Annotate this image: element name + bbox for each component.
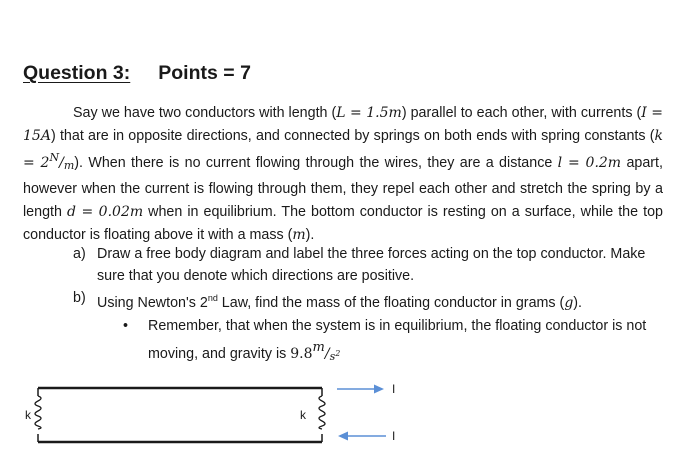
text-segment: Law, find the mass of the floating conductor in grams (: [217, 295, 565, 312]
text-segment: Using Newton's 2: [97, 295, 208, 312]
text-segment: apart, however when the current is flowing through them, they repel each other and stretch the spring by a length: [23, 155, 664, 220]
subquestion-a-label: a): [73, 246, 86, 262]
subquestion-b-label: b): [73, 290, 86, 307]
gravity-unit: $^m/_{s^2}$: [312, 340, 341, 364]
right-spring-label: k: [300, 408, 306, 422]
text-segment: when in equilibrium. The bottom conductor is resting on a surface, while the top conductor is floating above it with a mass (: [23, 203, 663, 243]
unit-numerator: m: [312, 340, 325, 356]
text-segment: Say we have two conductors with length (: [73, 105, 337, 121]
left-spring-icon: [35, 396, 41, 429]
spring-constant-unit: $^N/_m$: [49, 151, 75, 173]
top-current-label: I: [392, 382, 396, 396]
bullet-icon: •: [123, 317, 129, 334]
text-segment: ). When there is no current flowing through the wires, they are a distance: [74, 155, 558, 172]
left-spring-label: k: [25, 408, 31, 422]
current-formula: I = 15A: [23, 105, 664, 144]
top-current-arrowhead-icon: [374, 385, 384, 394]
bottom-current-arrowhead-icon: [338, 432, 348, 441]
text-segment: ).: [573, 295, 583, 312]
unit-denominator-base: s: [329, 350, 336, 364]
unit-denominator: m: [63, 159, 75, 173]
length-formula: L = 1.5m: [336, 105, 402, 121]
text-segment: ).: [305, 226, 315, 243]
question-points: Points = 7: [158, 62, 251, 84]
unit-numerator: N: [49, 151, 60, 165]
distance-formula: l = 0.2m: [557, 155, 622, 172]
gravity-value: 9.8: [290, 346, 313, 363]
ordinal-suffix: nd: [207, 293, 218, 304]
mass-symbol: m: [292, 226, 306, 243]
subquestion-a-text: Draw a free body diagram and label the three forces acting on the top conductor. Make sure that you denote which directions are positive.: [97, 246, 646, 284]
unit-exponent: 2: [335, 349, 341, 359]
stretch-formula: d = 0.02m: [66, 203, 144, 220]
grams-symbol: g: [564, 295, 574, 312]
spring-constant-formula: k = 2: [23, 127, 663, 172]
question-number: Question 3:: [23, 62, 131, 84]
text-segment: ) parallel to each other, with currents (: [401, 105, 642, 121]
text-segment: ) that are in opposite directions, and connected by springs on both ends with spring constants (: [50, 127, 655, 144]
text-segment: Remember, that when the system is in equilibrium, the floating conductor is not moving, and gravity is: [148, 317, 647, 363]
right-spring-icon: [319, 396, 325, 429]
bottom-current-label: I: [392, 429, 396, 443]
